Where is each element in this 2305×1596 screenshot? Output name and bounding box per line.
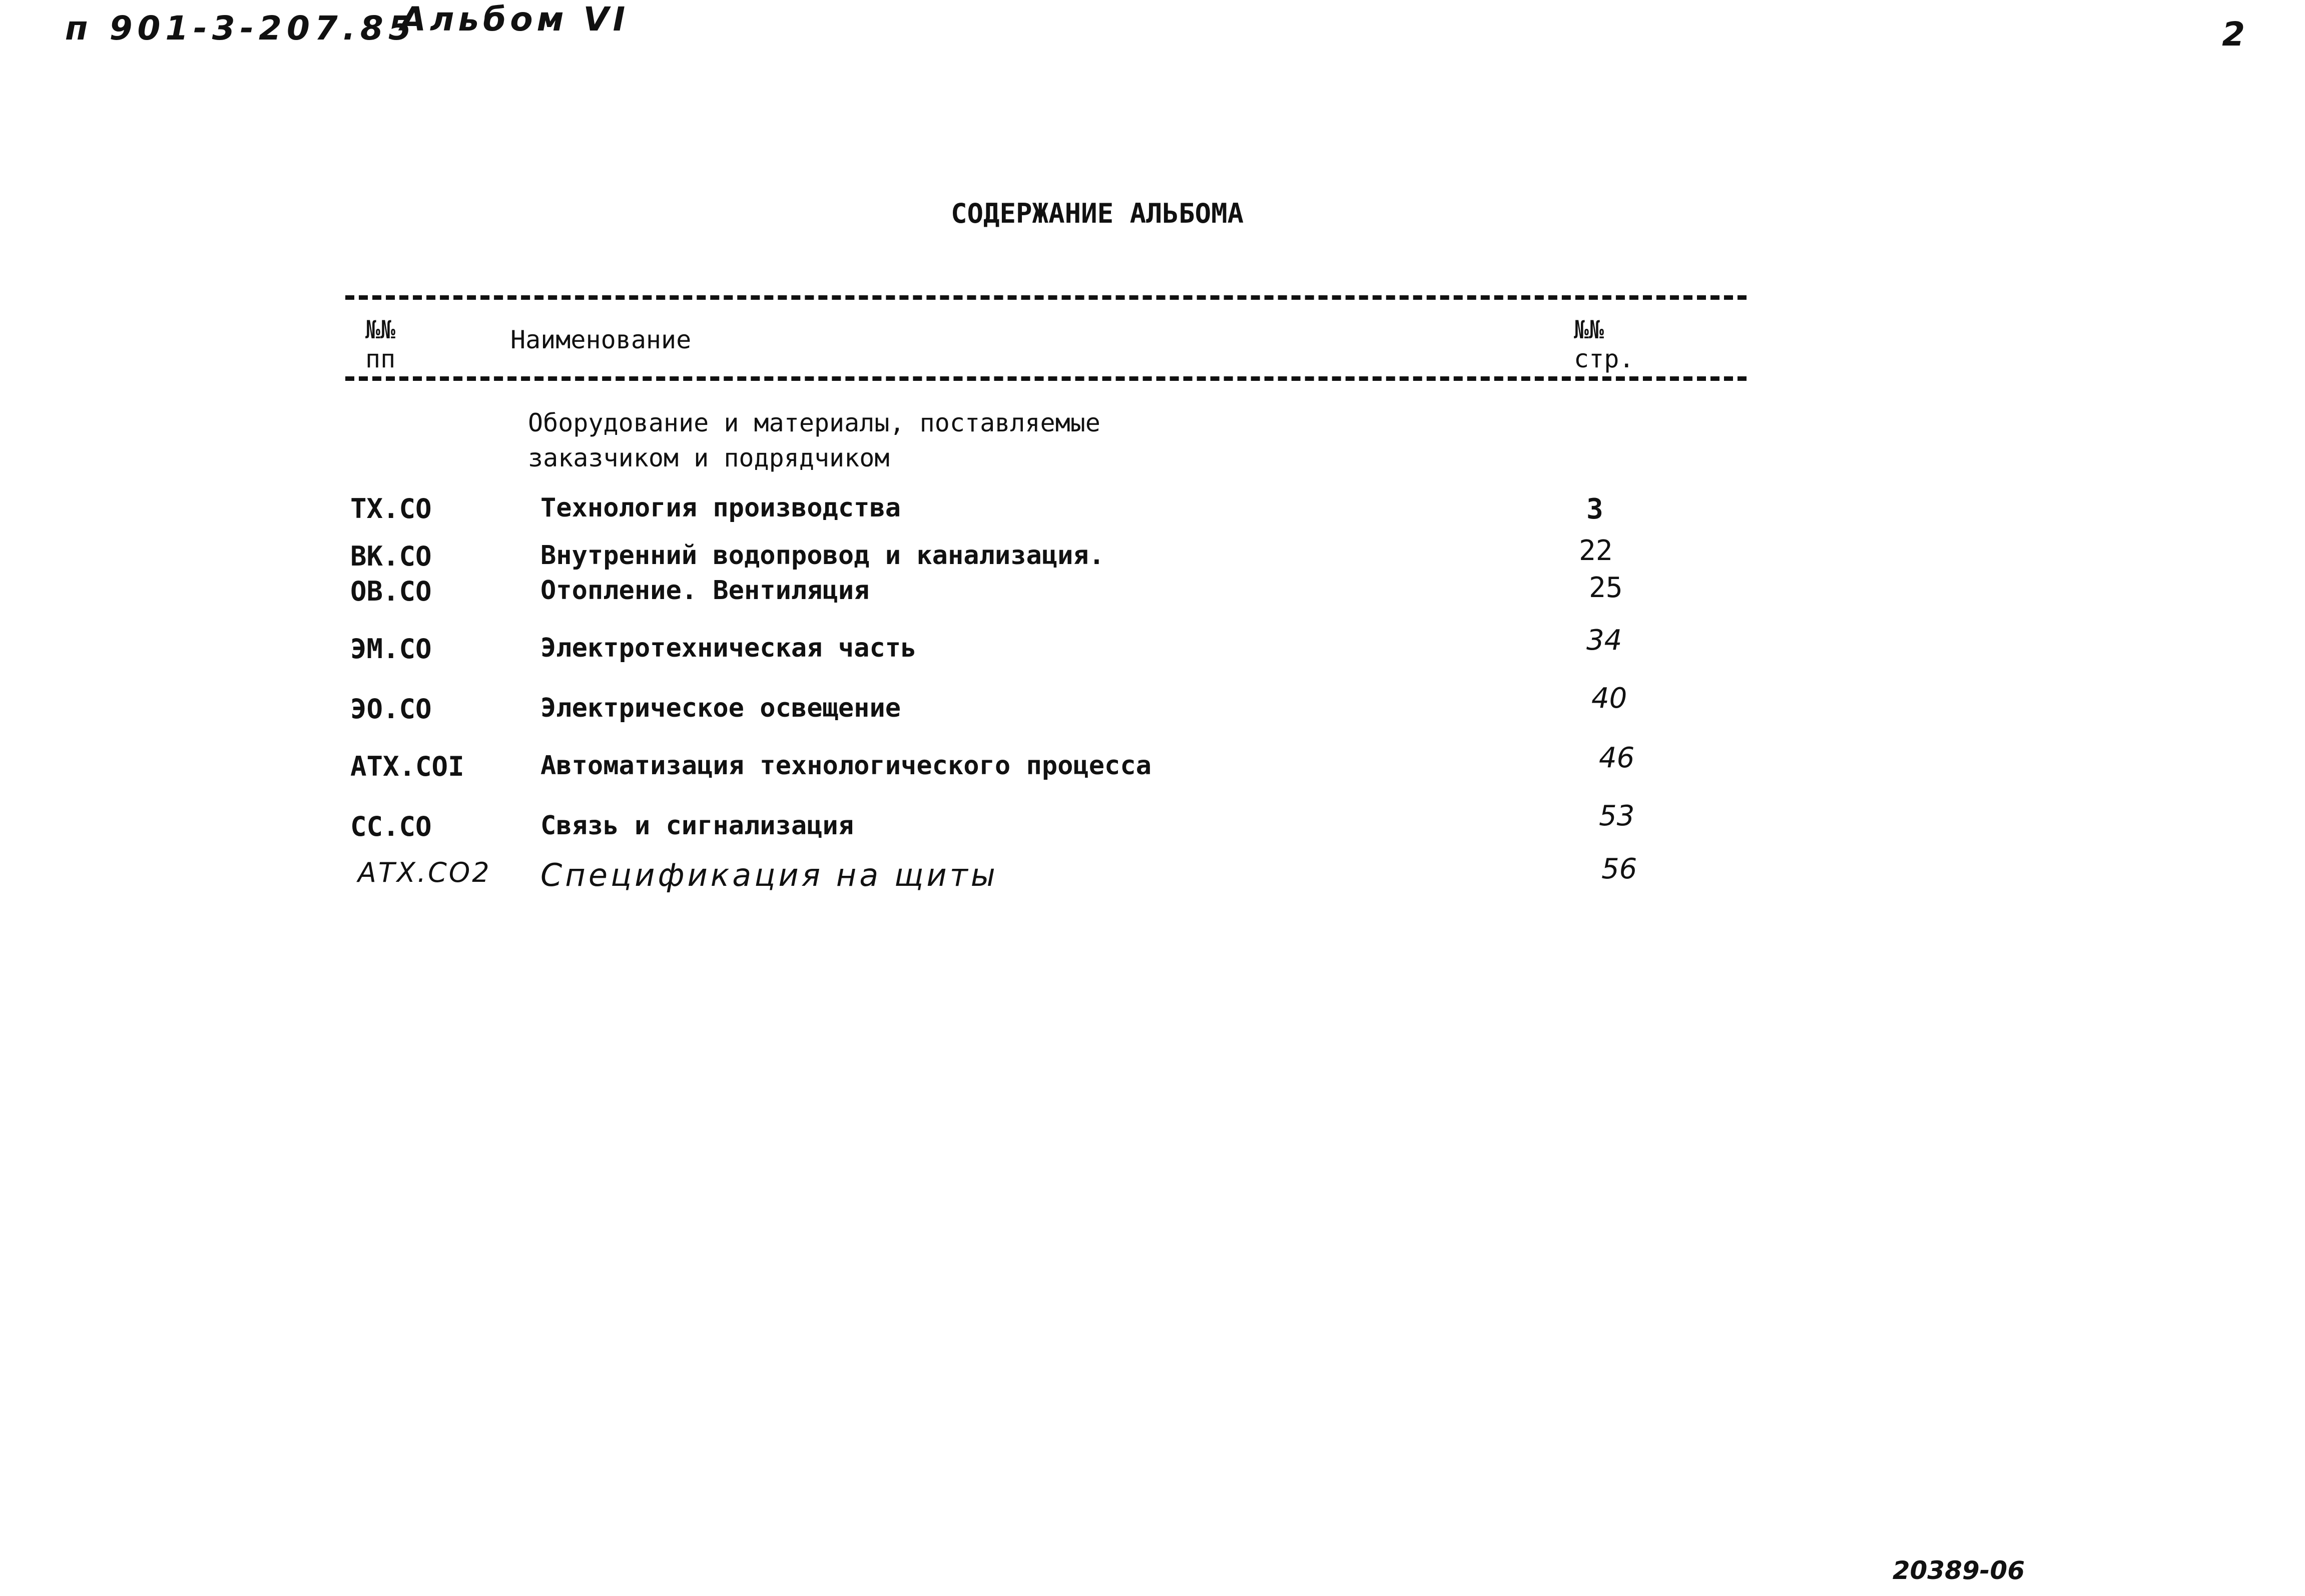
row-code: ЭО.СО <box>350 693 432 725</box>
row-name: Автоматизация технологического процесса <box>540 751 1151 781</box>
row-code: СС.СО <box>350 811 432 842</box>
row-code: ВК.СО <box>350 541 432 572</box>
table-row <box>0 800 2305 851</box>
row-page: 40 <box>1591 682 1627 715</box>
row-page: 53 <box>1599 800 1635 832</box>
row-name: Электротехническая часть <box>540 633 917 663</box>
table-row <box>0 742 2305 791</box>
table-row <box>0 682 2305 733</box>
row-code: АТХ.СОI <box>350 751 464 782</box>
row-page: 46 <box>1599 742 1635 774</box>
album-label: Альбом VI <box>400 0 630 39</box>
row-page: 56 <box>1601 853 1637 885</box>
row-name: Технология производства <box>540 493 901 523</box>
row-page: 22 <box>1579 535 1613 567</box>
table-row <box>0 493 2305 533</box>
column-header-page: №№ стр. <box>1574 315 1634 373</box>
row-code: ТХ.СО <box>350 493 432 524</box>
row-code: АТХ.СО2 <box>358 857 491 888</box>
table-row <box>0 853 2305 897</box>
row-name: Электрическое освещение <box>540 693 901 723</box>
section-intro: Оборудование и материалы, поставляемые заказчиком и подрядчиком <box>528 408 1100 472</box>
document-code: п 901-3-207.85 <box>65 9 416 48</box>
table-row <box>0 572 2305 616</box>
row-code: ЭМ.СО <box>350 633 432 665</box>
row-page: 25 <box>1589 572 1623 604</box>
row-name: Отопление. Вентиляция <box>540 576 870 606</box>
archive-stamp: 20389-06 <box>1892 1556 2025 1585</box>
page-title: СОДЕРЖАНИЕ АЛЬБОМА <box>951 198 1244 229</box>
table-header-divider <box>345 376 1747 381</box>
table-row <box>0 535 2305 581</box>
table-row <box>0 624 2305 673</box>
row-name: Связь и сигнализация <box>540 811 854 841</box>
row-page: 3 <box>1586 493 1603 525</box>
column-header-number: №№ пп <box>365 315 396 373</box>
row-name: Внутренний водопровод и канализация. <box>540 541 1105 571</box>
table-top-divider <box>345 295 1747 300</box>
row-name: Спецификация на щиты <box>540 857 998 893</box>
row-page: 34 <box>1586 624 1622 657</box>
page-number: 2 <box>2222 15 2245 54</box>
row-code: ОВ.СО <box>350 576 432 607</box>
column-header-name: Наименование <box>510 325 692 354</box>
